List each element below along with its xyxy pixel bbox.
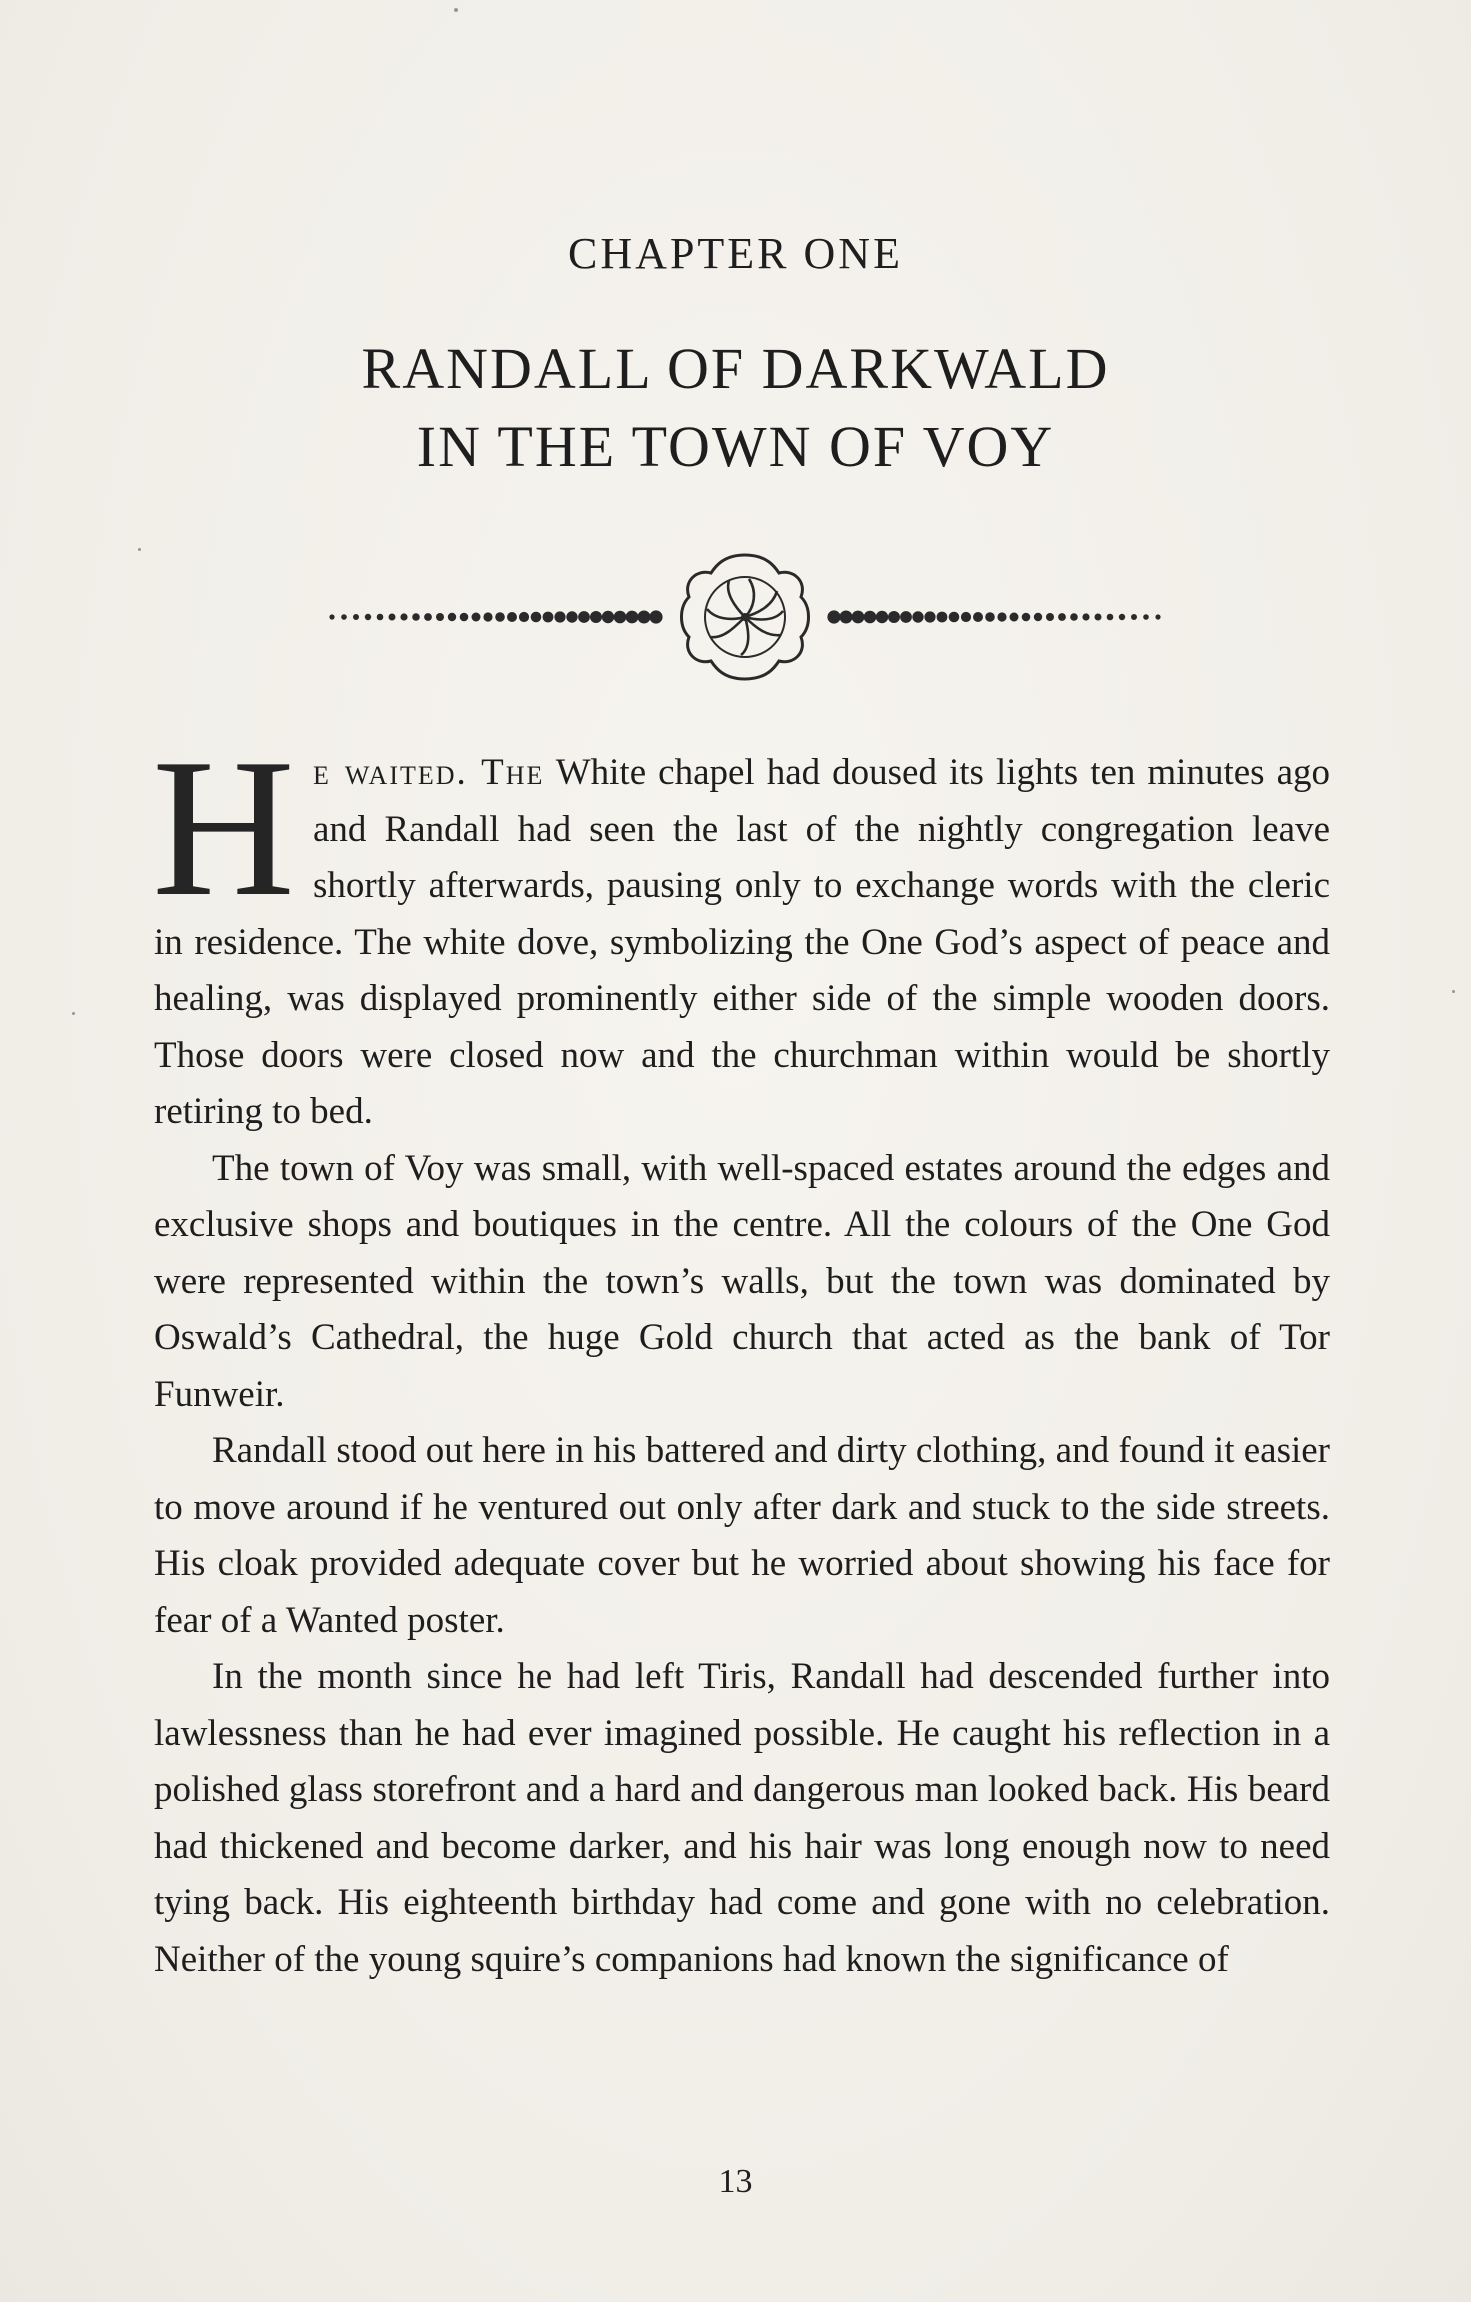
- paragraph-1: [152, 718, 1331, 1141]
- chapter-title-line-2: IN THE TOWN OF VOY: [416, 414, 1055, 479]
- opening-small-caps: e waited. The: [313, 752, 545, 793]
- drop-cap: H: [152, 718, 295, 937]
- paragraph-4: In the month since he had left Tiris, Randall had descended further into lawlessness than he had ever imagined possible. He caught his reflection in a polished glass storefront and a hard and dangerous man looked back. His beard had thickened and become darker, and his hair was long enough now to need tying back. His eighteenth birthday had come and gone with no celebration. Neither of the young squire’s companions had known the significance of: [154, 1656, 1330, 1980]
- paragraph-1-text: White chapel had doused its lights ten minutes ago and Randall had seen the last of the nightly congregation leave shortly afterwards, pausing only to exchange words with the cleric in residence. The white dove, symbolizing the One God’s aspect of peace and healing, was displayed prominently either side of the simple wooden doors. Those doors were closed now and the churchman within would be shortly retiring to bed.: [154, 752, 1331, 1132]
- dotted-rule-left: [329, 610, 662, 623]
- chapter-title-line-1: RANDALL OF DARKWALD: [361, 336, 1110, 401]
- print-speck: [138, 548, 141, 551]
- page-number: 13: [718, 2163, 753, 2200]
- rosette: [682, 555, 809, 679]
- chapter-label: CHAPTER ONE: [568, 229, 903, 278]
- print-speck: [454, 8, 458, 12]
- chapter-body: [152, 718, 1331, 1988]
- rosette-ornament-icon: [320, 548, 1170, 686]
- print-speck: [72, 1012, 75, 1015]
- paragraph-3: Randall stood out here in his battered and dirty clothing, and found it easier to move around if he ventured out only after dark and stuck to the side streets. His cloak provided adequate cover but he worried about showing his face for fear of a Wanted poster.: [154, 1430, 1330, 1641]
- print-speck: [1452, 990, 1455, 993]
- dotted-rule-right: [827, 610, 1160, 623]
- chapter-title: [0, 330, 1471, 486]
- paragraph-2: The town of Voy was small, with well-spaced estates around the edges and exclusive shops and boutiques in the centre. All the colours of the One God were represented within the town’s walls, but the town was dominated by Oswald’s Cathedral, the huge Gold church that acted as the bank of Tor Funweir.: [154, 1147, 1330, 1415]
